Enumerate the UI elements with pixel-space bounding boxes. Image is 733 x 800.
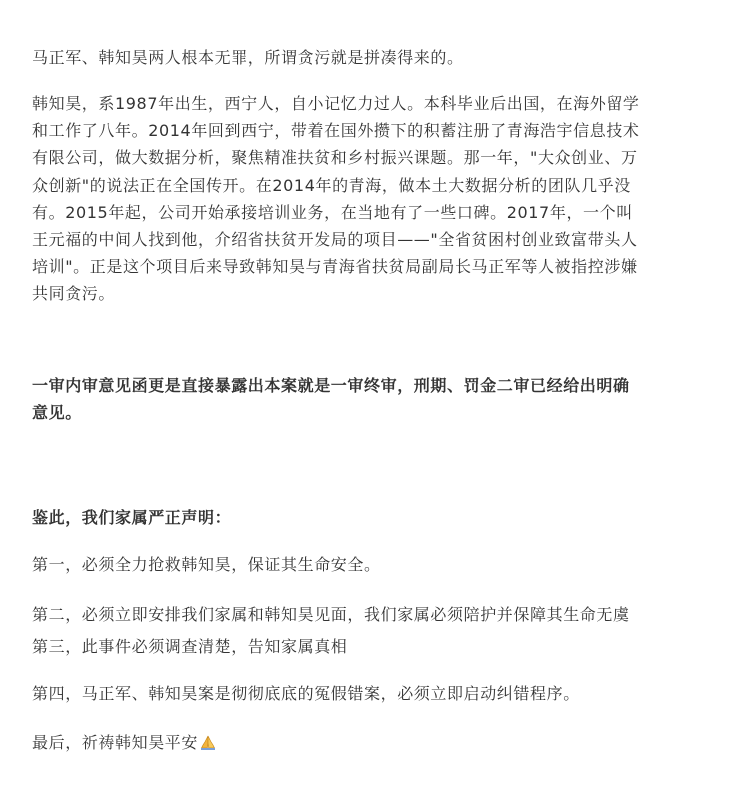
statement-heading: 鉴此，我们家属严正声明： [32,508,232,527]
background-line: 共同贪污。 [32,284,116,304]
demand-fourth: 第四，马正军、韩知昊案是彻彻底底的冤假错案，必须立即启动纠错程序。 [32,684,580,703]
demand-first: 第一，必须全力抢救韩知昊，保证其生命安全。 [32,555,381,574]
background-line: 有限公司，做大数据分析，聚焦精准扶贫和乡村振兴课题。那一年，"大众创业、万 [32,148,638,168]
background-line: 王元福的中间人找到他，介绍省扶贫开发局的项目——"全省贫困村创业致富带头人 [32,230,638,250]
demand-third: 第三，此事件必须调查清楚，告知家属真相 [32,637,348,656]
demand-second: 第二，必须立即安排我们家属和韩知昊见面，我们家属必须陪护并保障其生命无虞 [32,605,630,624]
intro-paragraph: 马正军、韩知昊两人根本无罪，所谓贪污就是拼凑得来的。 [32,48,464,67]
background-paragraph [32,90,640,308]
background-line: 众创新"的说法正在全国传开。在2014年的青海，做本土大数据分析的团队几乎没 [32,175,631,195]
folded-hands-icon [199,732,217,750]
review-line: 一审内审意见函更是直接暴露出本案就是一审终审，刑期、罚金二审已经给出明确 [32,376,630,395]
review-line: 意见。 [32,403,82,423]
background-line: 和工作了八年。2014年回到西宁，带着在国外攒下的积蓄注册了青海浩宇信息技术 [32,121,640,141]
background-line: 韩知昊，系1987年出生，西宁人，自小记忆力过人。本科毕业后出国，在海外留学 [32,94,640,113]
background-line: 培训"。正是这个项目后来导致韩知昊与青海省扶贫局副局长马正军等人被指控涉嫌 [32,257,638,277]
closing-line [32,729,217,756]
background-line: 有。2015年起，公司开始承接培训业务，在当地有了一些口碑。2017年，一个叫 [32,202,633,222]
closing-text: 最后，祈祷韩知昊平安 [32,733,199,752]
review-paragraph [32,372,630,426]
